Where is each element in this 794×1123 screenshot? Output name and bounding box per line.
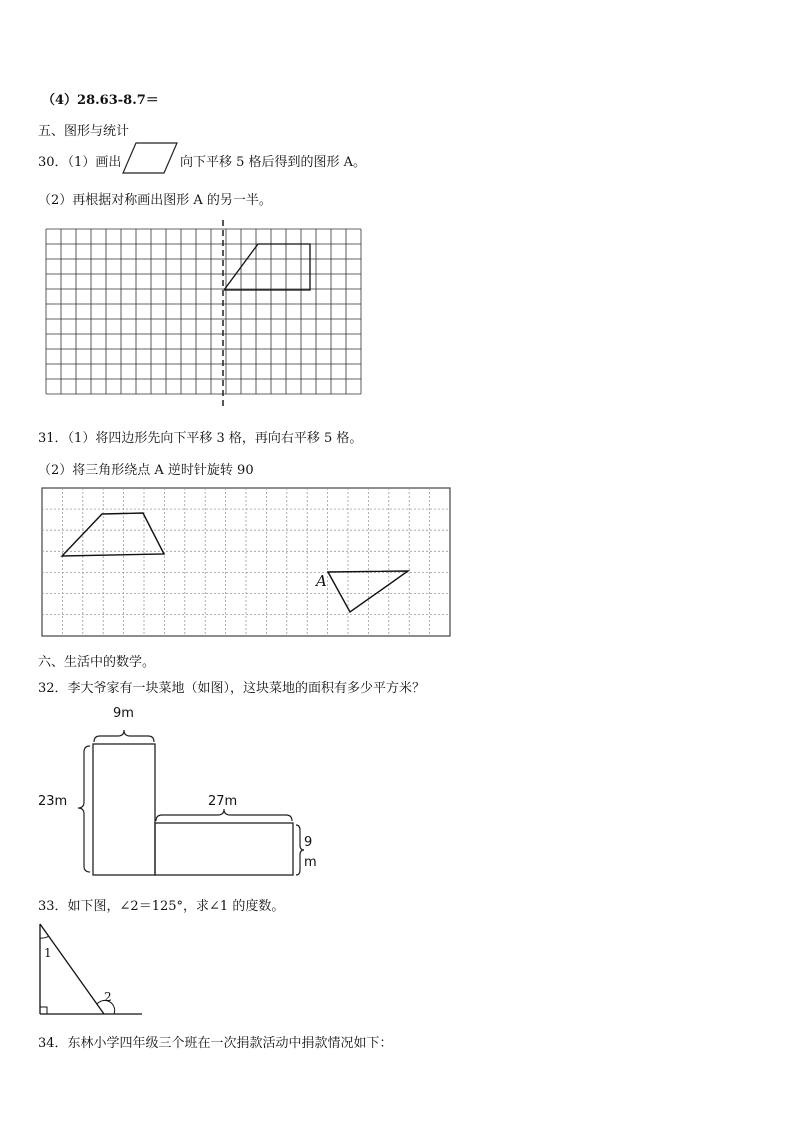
- quadrilateral: [62, 513, 164, 556]
- point-a-label: A: [316, 572, 327, 590]
- angle-1-label: 1: [44, 946, 52, 960]
- right-triangle-figure: [30, 920, 150, 1020]
- parallelogram-shape: [122, 141, 178, 175]
- top-width-label: 9m: [113, 706, 134, 721]
- symmetry-grid: [40, 220, 370, 412]
- left-height-label: 23m: [38, 794, 68, 809]
- question-31-part-2: （2）将三角形绕点 A 逆时针旋转 90: [38, 463, 254, 478]
- right-height-unit: m: [304, 855, 317, 870]
- section-5-heading: 五、图形与统计: [38, 124, 130, 139]
- angle-2-label: 2: [104, 990, 112, 1004]
- question-33: 33．如下图，∠2＝125°，求∠1 的度数。: [38, 899, 285, 914]
- question-34: 34．东林小学四年级三个班在一次捐款活动中捐款情况如下：: [38, 1036, 393, 1051]
- question-30-part-1-prefix: 30．（1）画出: [38, 155, 122, 170]
- question-4: （4）28.63-8.7＝: [42, 93, 159, 108]
- question-30-part-2: （2）再根据对称画出图形 A 的另一半。: [38, 193, 272, 208]
- question-31-part-1: 31．（1）将四边形先向下平移 3 格，再向右平移 5 格。: [38, 431, 363, 446]
- rotation-grid: [40, 486, 453, 640]
- bottom-width-label: 27m: [208, 794, 238, 809]
- half-figure-a: [224, 244, 310, 290]
- vegetable-field-figure: [30, 700, 330, 880]
- section-6-heading: 六、生活中的数学。: [38, 655, 156, 670]
- question-32: 32．李大爷家有一块菜地（如图），这块菜地的面积有多少平方米？: [38, 681, 426, 696]
- right-height-number: 9: [304, 835, 313, 850]
- question-30-part-1-suffix: 向下平移 5 格后得到的图形 A。: [180, 155, 367, 170]
